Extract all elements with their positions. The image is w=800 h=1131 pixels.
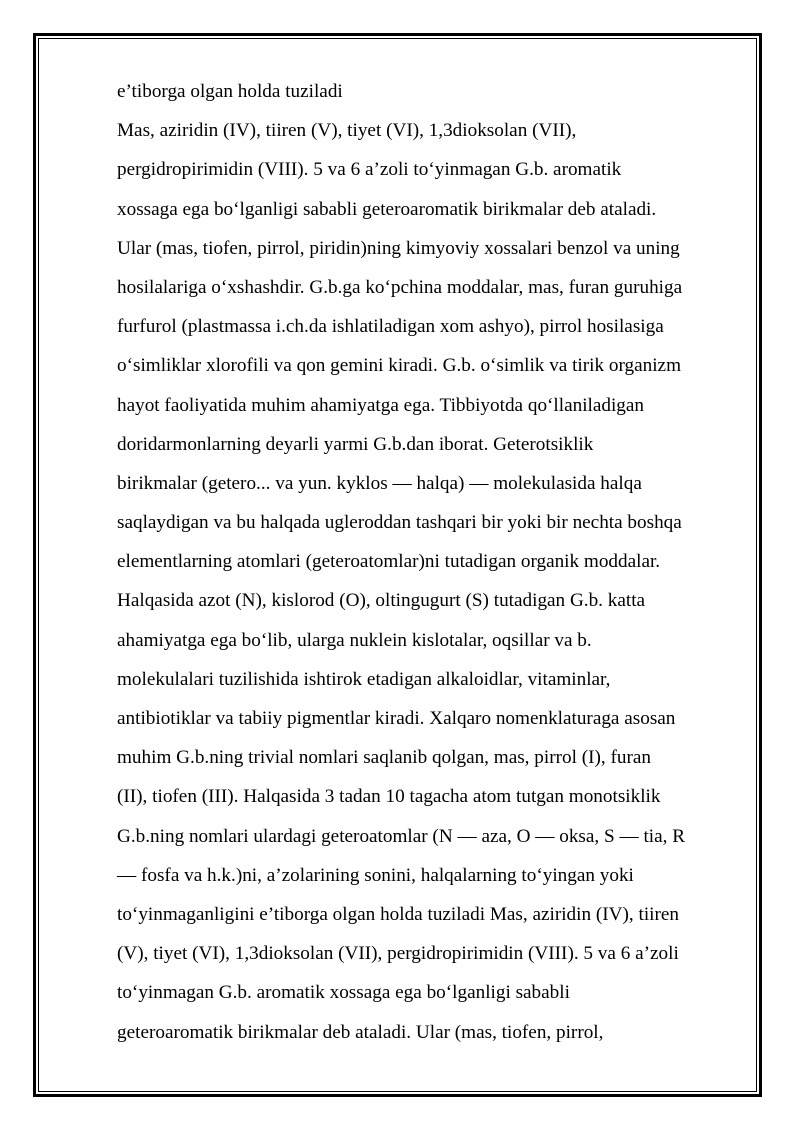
text-line: (V), tiyet (VI), 1,3dioksolan (VII), pergidropirimidin (VIII). 5 va 6 a’zoli <box>117 943 679 965</box>
text-line: Halqasida azot (N), kislorod (O), oltingugurt (S) tutadigan G.b. katta <box>117 590 646 612</box>
text-line: hayot faoliyatida muhim ahamiyatga ega. Tibbiyotda qo‘llaniladigan <box>117 394 645 416</box>
text-line: geteroaromatik birikmalar deb ataladi. Ular (mas, tiofen, pirrol, <box>117 1021 604 1043</box>
text-line: G.b.ning nomlari ulardagi geteroatomlar (N — aza, O — oksa, S — tia, R <box>117 825 686 847</box>
text-line: muhim G.b.ning trivial nomlari saqlanib qolgan, mas, pirrol (I), furan <box>117 747 651 769</box>
text-line: xossaga ega bo‘lganligi sababli geteroaromatik birikmalar deb ataladi. <box>117 198 657 220</box>
text-line: hosilalariga o‘xshashdir. G.b.ga ko‘pchina moddalar, mas, furan guruhiga <box>117 276 683 298</box>
text-line: furfurol (plastmassa i.ch.da ishlatiladigan xom ashyo), pirrol hosilasiga <box>117 316 664 338</box>
text-line: saqlaydigan va bu halqada ugleroddan tashqari bir yoki bir nechta boshqa <box>117 512 682 534</box>
text-line: Mas, aziridin (IV), tiiren (V), tiyet (VI), 1,3dioksolan (VII), <box>117 120 577 142</box>
text-line: doridarmonlarning deyarli yarmi G.b.dan iborat. Geterotsiklik <box>117 433 594 455</box>
text-line: ahamiyatga ega bo‘lib, ularga nuklein kislotalar, oqsillar va b. <box>117 629 592 651</box>
text-line: — fosfa va h.k.)ni, a’zolarining sonini, halqalarning to‘yingan yoki <box>117 864 634 886</box>
text-line: to‘yinmagan G.b. aromatik xossaga ega bo‘lganligi sababli <box>117 982 570 1004</box>
text-line: Ular (mas, tiofen, pirrol, piridin)ning kimyoviy xossalari benzol va uning <box>117 237 680 259</box>
text-line: e’tiborga olgan holda tuziladi <box>117 81 343 102</box>
text-line: molekulalari tuzilishida ishtirok etadigan alkaloidlar, vitaminlar, <box>117 668 611 690</box>
text-line: antibiotiklar va tabiiy pigmentlar kiradi. Xalqaro nomenklaturaga asosan <box>117 708 676 729</box>
text-line: elementlarning atomlari (geteroatomlar)ni tutadigan organik moddalar. <box>117 551 661 573</box>
text-line: (II), tiofen (III). Halqasida 3 tadan 10 tagacha atom tutgan monotsiklik <box>117 786 661 808</box>
document-body <box>117 72 757 1052</box>
text-line: o‘simliklar xlorofili va qon gemini kiradi. G.b. o‘simlik va tirik organizm <box>117 355 681 377</box>
text-line: birikmalar (getero... va yun. kyklos — halqa) — molekulasida halqa <box>117 472 642 494</box>
text-line: to‘yinmaganligini e’tiborga olgan holda tuziladi Mas, aziridin (IV), tiiren <box>117 903 679 925</box>
text-line: pergidropirimidin (VIII). 5 va 6 a’zoli to‘yinmagan G.b. aromatik <box>117 159 622 181</box>
